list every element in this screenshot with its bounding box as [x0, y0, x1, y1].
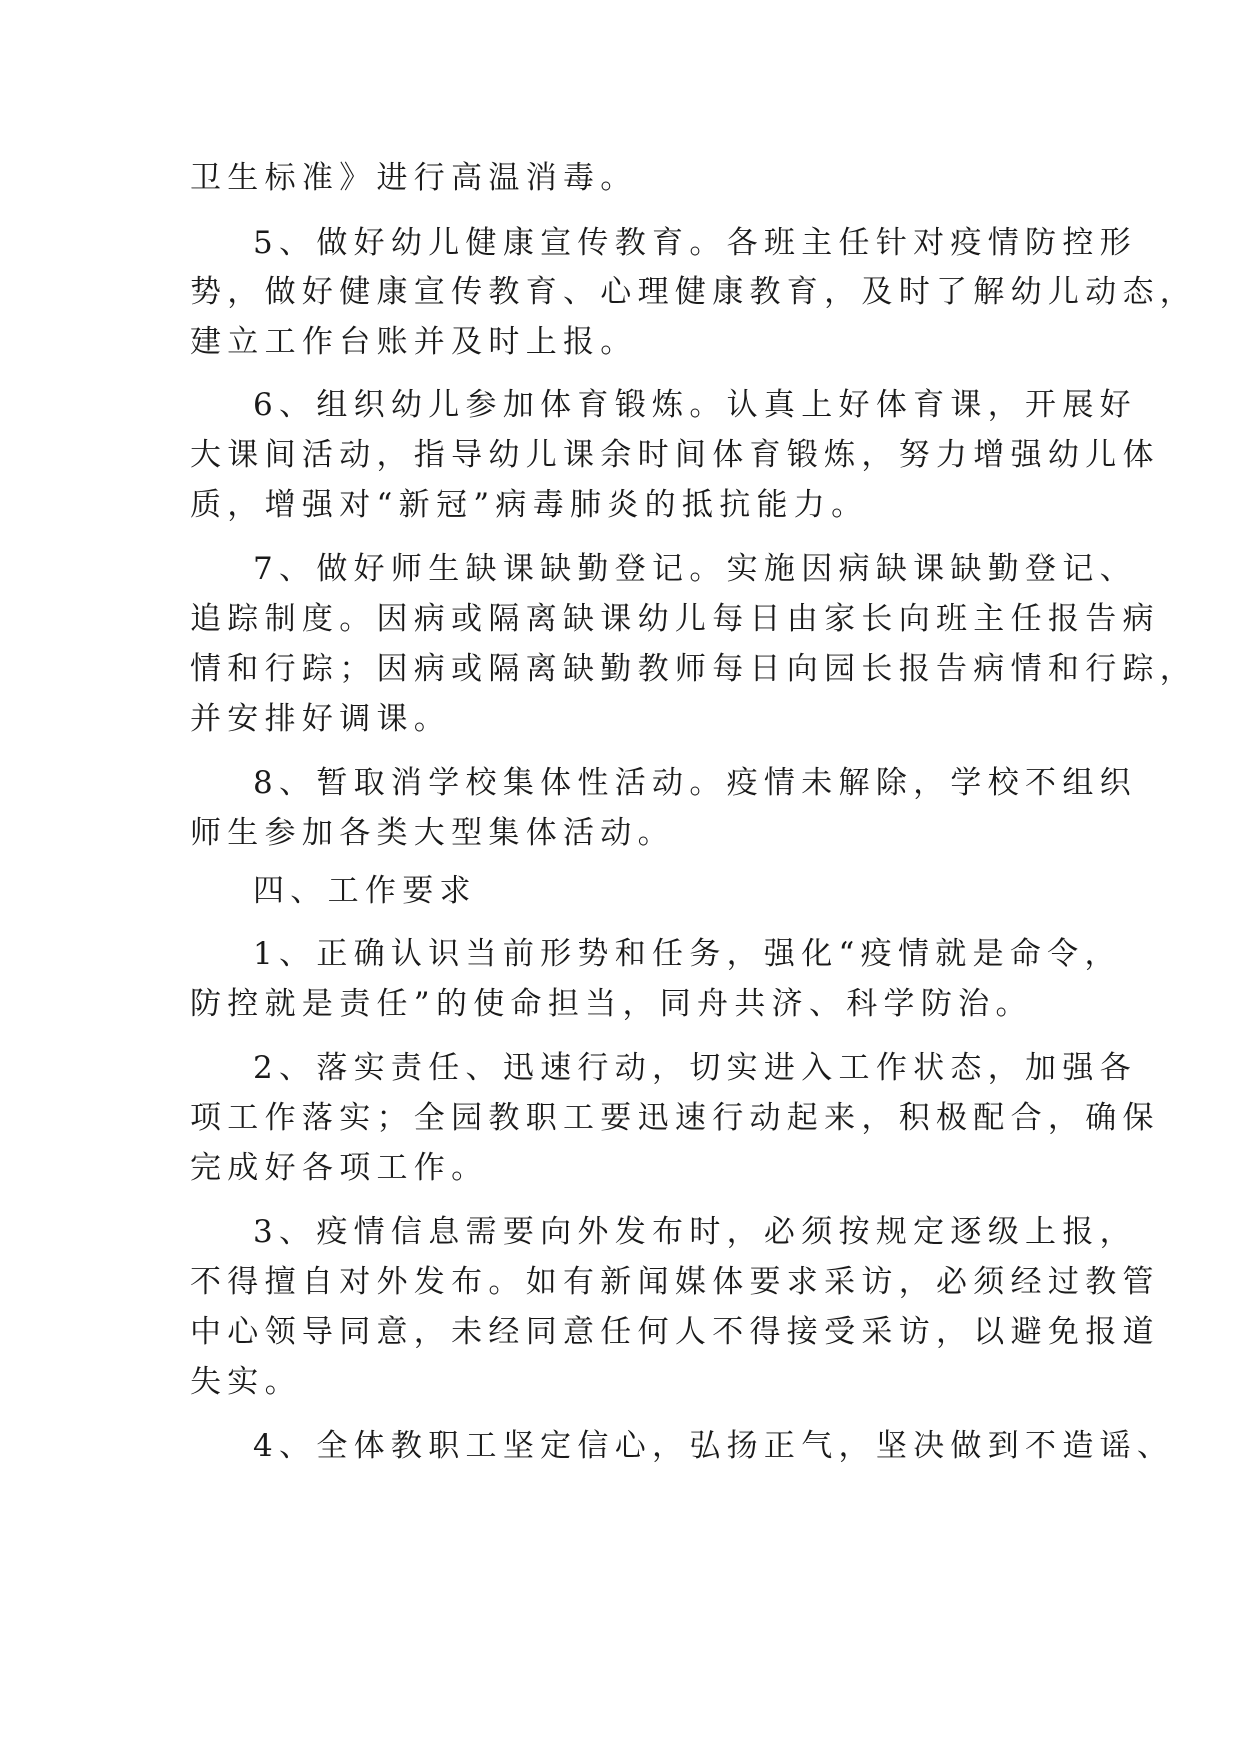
text-line: 中心领导同意，未经同意任何人不得接受采访，以避免报道	[190, 1314, 1160, 1350]
text-line: 失实。	[190, 1364, 302, 1400]
requirement-4-start: 4、全体教职工坚定信心，弘扬正气，坚决做到不造谣、	[253, 1428, 1175, 1464]
text-line: 完成好各项工作。	[190, 1150, 489, 1186]
paragraph-8-start: 8、暂取消学校集体性活动。疫情未解除，学校不组织	[253, 765, 1137, 801]
text-line: 情和行踪；因病或隔离缺勤教师每日向园长报告病情和行踪，	[190, 651, 1198, 687]
text-line: 防控就是责任”的使命担当，同舟共济、科学防治。	[190, 986, 1033, 1022]
requirement-1-start: 1、正确认识当前形势和任务，强化“疫情就是命令，	[253, 936, 1122, 972]
section-heading: 四、工作要求	[253, 873, 477, 909]
text-line: 大课间活动，指导幼儿课余时间体育锻炼，努力增强幼儿体	[190, 437, 1160, 473]
paragraph-5-start: 5、做好幼儿健康宣传教育。各班主任针对疫情防控形	[253, 225, 1137, 261]
text-line: 质，增强对“新冠”病毒肺炎的抵抗能力。	[190, 487, 869, 523]
text-line: 项工作落实；全园教职工要迅速行动起来，积极配合，确保	[190, 1100, 1160, 1136]
requirement-3-start: 3、疫情信息需要向外发布时，必须按规定逐级上报，	[253, 1214, 1137, 1250]
text-line: 不得擅自对外发布。如有新闻媒体要求采访，必须经过教管	[190, 1264, 1160, 1300]
paragraph-7-start: 7、做好师生缺课缺勤登记。实施因病缺课缺勤登记、	[253, 551, 1137, 587]
paragraph-6-start: 6、组织幼儿参加体育锻炼。认真上好体育课，开展好	[253, 387, 1137, 423]
requirement-2-start: 2、落实责任、迅速行动，切实进入工作状态，加强各	[253, 1050, 1137, 1086]
text-line: 势，做好健康宣传教育、心理健康教育，及时了解幼儿动态，	[190, 274, 1198, 310]
text-line: 卫生标准》进行高温消毒。	[190, 160, 638, 196]
text-line: 师生参加各类大型集体活动。	[190, 815, 675, 851]
text-line: 并安排好调课。	[190, 701, 452, 737]
text-line: 追踪制度。因病或隔离缺课幼儿每日由家长向班主任报告病	[190, 601, 1160, 637]
text-line: 建立工作台账并及时上报。	[190, 324, 638, 360]
